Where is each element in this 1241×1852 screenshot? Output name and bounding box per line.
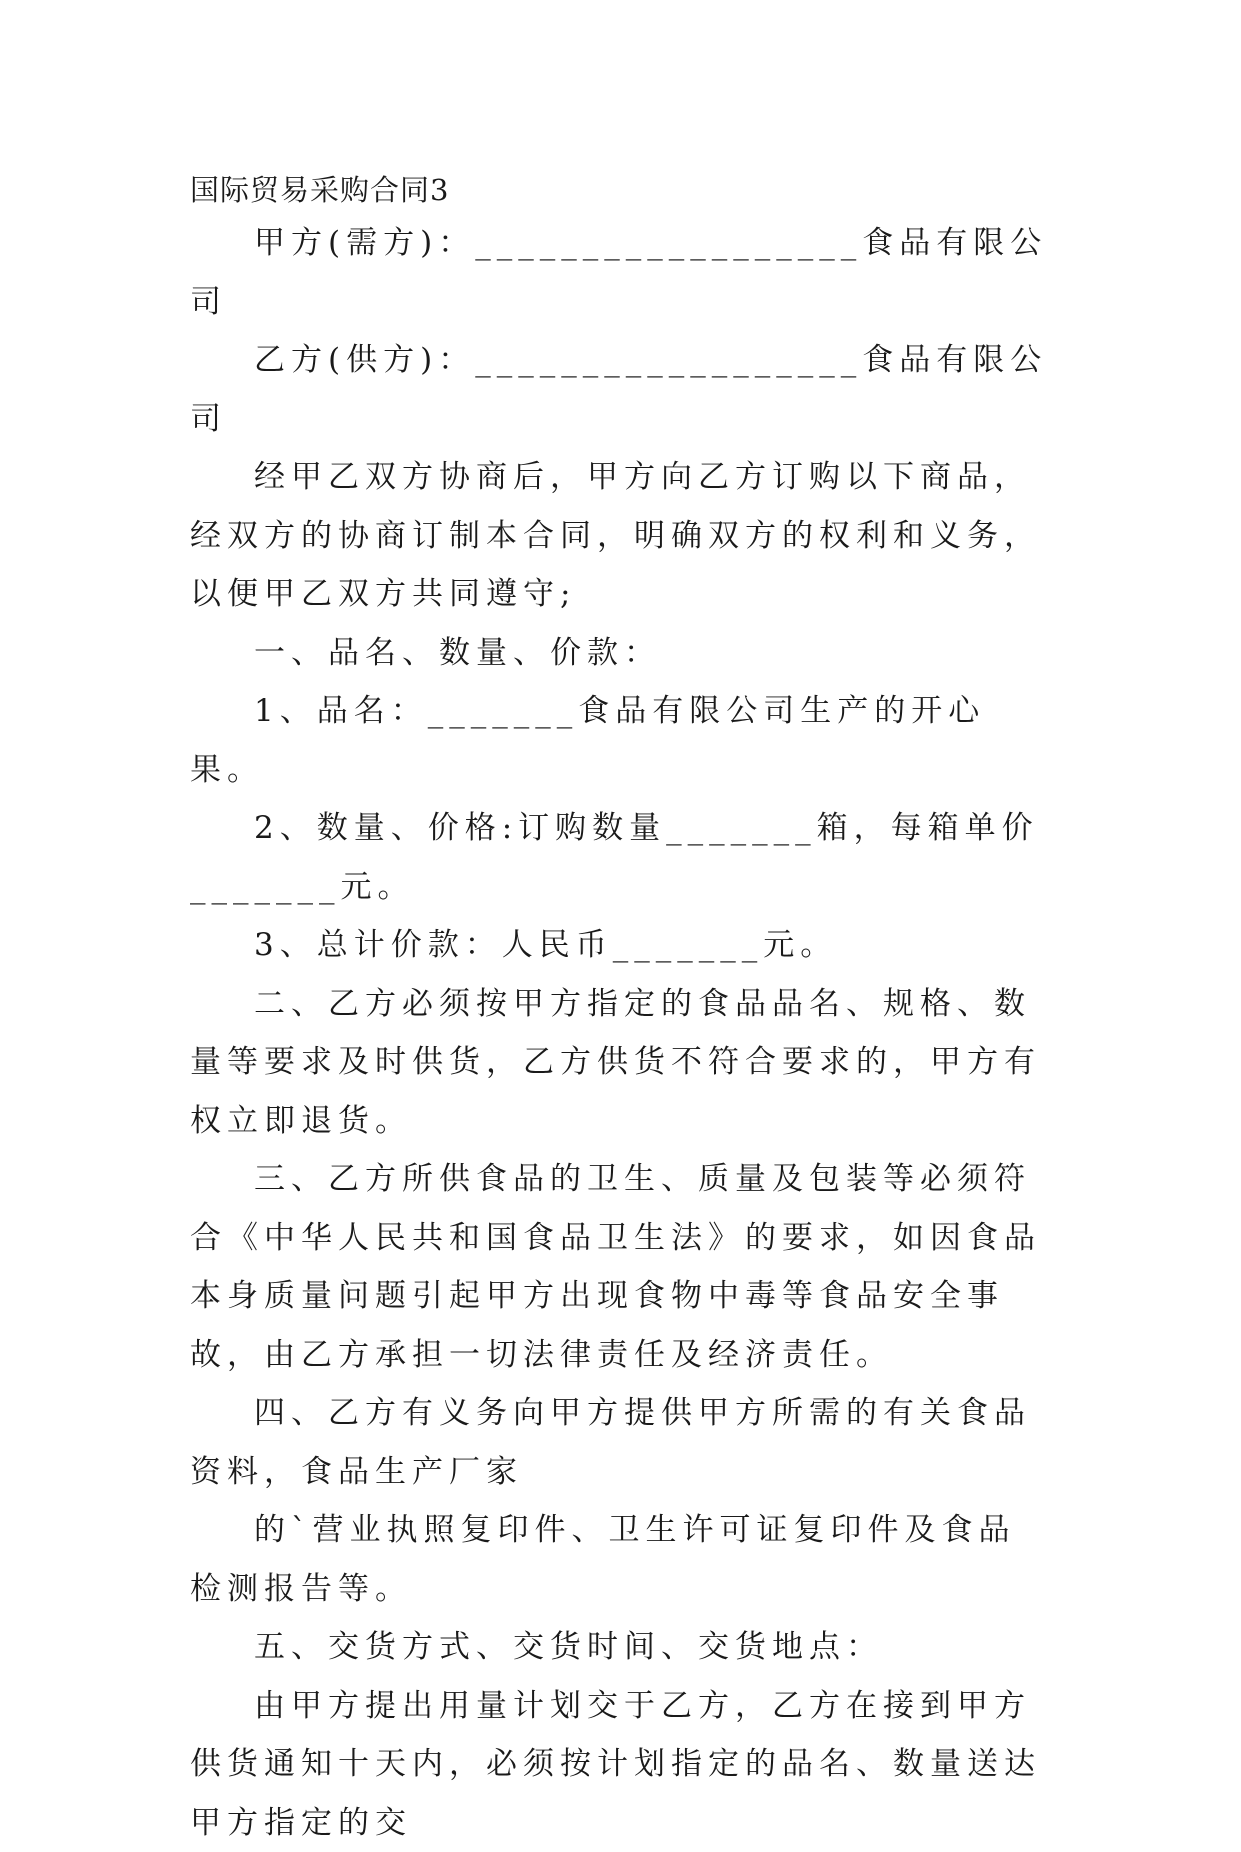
paragraph: 3、总计价款：人民币_______元。 xyxy=(190,916,1052,975)
paragraph: 1、品名：_______食品有限公司生产的开心果。 xyxy=(190,682,1052,799)
paragraph: 三、乙方所供食品的卫生、质量及包装等必须符合《中华人民共和国食品卫生法》的要求，如因食品本身质量问题引起甲方出现食物中毒等食品安全事故，由乙方承担一切法律责任及经济责任。 xyxy=(190,1150,1052,1384)
paragraph: 2、数量、价格:订购数量_______箱，每箱单价_______元。 xyxy=(190,799,1052,916)
document-body xyxy=(190,214,1052,1852)
paragraph: 由甲方提出用量计划交于乙方，乙方在接到甲方供货通知十天内，必须按计划指定的品名、数量送达甲方指定的交 xyxy=(190,1677,1052,1852)
paragraph: 甲方(需方)：__________________食品有限公司 xyxy=(190,214,1052,331)
paragraph: 五、交货方式、交货时间、交货地点： xyxy=(190,1618,1052,1677)
paragraph: 二、乙方必须按甲方指定的食品品名、规格、数量等要求及时供货，乙方供货不符合要求的，甲方有权立即退货。 xyxy=(190,975,1052,1151)
paragraph: 四、乙方有义务向甲方提供甲方所需的有关食品资料，食品生产厂家 xyxy=(190,1384,1052,1501)
paragraph: 一、品名、数量、价款： xyxy=(190,624,1052,683)
paragraph: 的`营业执照复印件、卫生许可证复印件及食品检测报告等。 xyxy=(190,1501,1052,1618)
paragraph: 经甲乙双方协商后，甲方向乙方订购以下商品，经双方的协商订制本合同，明确双方的权利和义务，以便甲乙双方共同遵守; xyxy=(190,448,1052,624)
paragraph: 乙方(供方)：__________________食品有限公司 xyxy=(190,331,1052,448)
document-title: 国际贸易采购合同3 xyxy=(190,168,449,209)
